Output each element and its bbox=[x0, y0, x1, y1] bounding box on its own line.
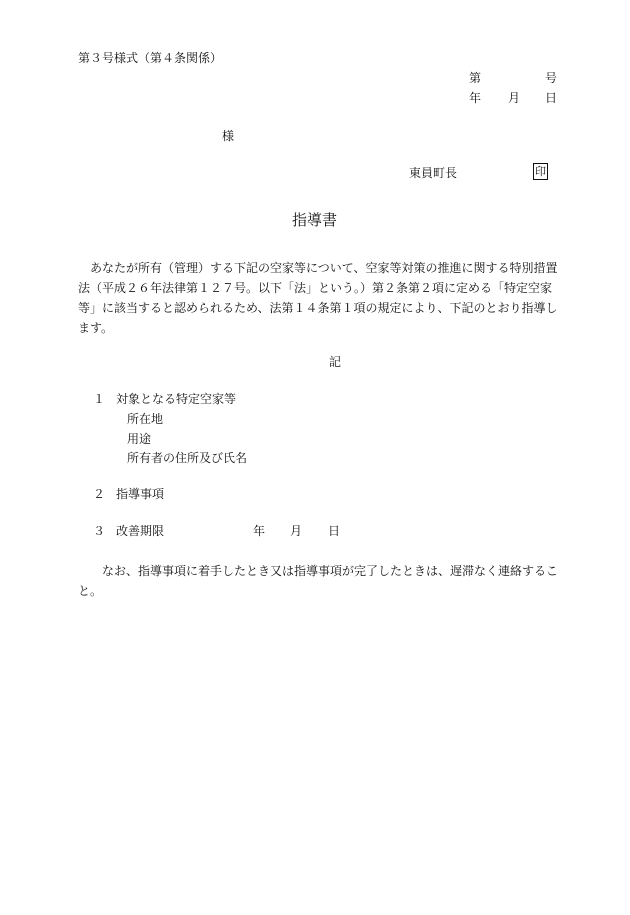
item-1-number: １ bbox=[93, 392, 106, 406]
sender-name: 東員町長 bbox=[409, 166, 458, 180]
document-title: 指導書 bbox=[292, 211, 338, 229]
ki-heading: 記 bbox=[329, 355, 342, 369]
item-2-number: ２ bbox=[93, 487, 106, 501]
item-1-title: 対象となる特定空家等 bbox=[116, 392, 237, 406]
body-text: あなたが所有（管理）する下記の空家等について、空家等対策の推進に関する特別措置法（平成２６年法律第１２７号。以下「法」という。）第２条第２項に定める「特定空家等」に該当すると認められるため、法第１４条第１項の規定により、下記のとおり指導します。 bbox=[78, 261, 558, 335]
issue-number-prefix: 第 bbox=[469, 71, 482, 85]
deadline-year: 年 bbox=[253, 524, 266, 538]
issue-date-month: 月 bbox=[508, 91, 521, 105]
issue-date-year: 年 bbox=[469, 91, 482, 105]
note-text: なお、指導事項に着手したとき又は指導事項が完了したときは、遅滞なく連絡すること。 bbox=[78, 564, 559, 598]
item-1-sub-location: 所在地 bbox=[127, 412, 164, 426]
item-1-sub-owner: 所有者の住所及び氏名 bbox=[127, 451, 248, 465]
form-number: 第３号様式（第４条関係） bbox=[78, 51, 223, 65]
item-1-sub-usage: 用途 bbox=[127, 432, 152, 446]
item-2-title: 指導事項 bbox=[116, 487, 165, 501]
deadline-day: 日 bbox=[328, 524, 341, 538]
addressee-honorific: 様 bbox=[222, 129, 235, 143]
issue-date-day: 日 bbox=[545, 91, 558, 105]
issue-number-suffix: 号 bbox=[545, 71, 558, 85]
seal-mark: 印 bbox=[535, 165, 546, 178]
item-3-number: ３ bbox=[93, 524, 106, 538]
item-3-title: 改善期限 bbox=[116, 524, 165, 538]
deadline-month: 月 bbox=[290, 524, 303, 538]
